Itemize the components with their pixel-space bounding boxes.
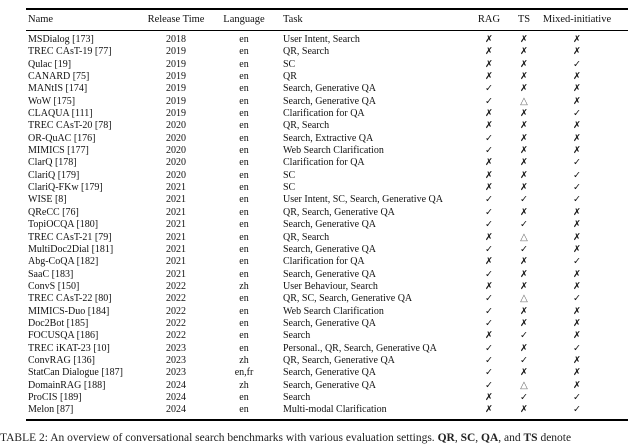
- cell-task: Web Search Clarification: [283, 305, 384, 317]
- cell-ts: ✗: [520, 34, 528, 45]
- cell-rag: ✓: [485, 354, 493, 366]
- col-header-ts: TS: [508, 9, 540, 31]
- cell-name: TopiOCQA [180]: [28, 219, 99, 231]
- cell-ts: ✗: [520, 120, 528, 132]
- cell-language: en: [239, 206, 249, 218]
- cell-language: en,fr: [234, 367, 254, 379]
- table-row: [26, 207, 628, 219]
- cell-mixed-initiative: ✗: [573, 132, 581, 144]
- cell-mixed-initiative: ✗: [573, 354, 581, 366]
- cell-rag: ✗: [470, 404, 508, 419]
- cell-release-time: 2021: [166, 256, 186, 268]
- cell-ts: ✗: [520, 305, 528, 317]
- table-row: [26, 392, 628, 404]
- cell-release-time: 2019: [166, 58, 186, 70]
- cell-task: Search, Generative QA: [283, 379, 377, 391]
- cell-release-time: 2021: [166, 231, 186, 243]
- table-row: [26, 59, 628, 71]
- cell-rag: ✓: [485, 379, 493, 391]
- caption-text: ,: [475, 432, 482, 444]
- cell-rag: ✓: [485, 293, 493, 305]
- cell-rag: ✗: [485, 71, 493, 83]
- cell-name: Melon [87]: [26, 404, 140, 419]
- table-row: [26, 46, 628, 58]
- cell-language: en: [239, 95, 249, 107]
- cell-ts: ✗: [520, 317, 528, 329]
- table-row: [26, 108, 628, 120]
- table-row: [26, 170, 628, 182]
- cell-release-time: 2019: [166, 108, 186, 120]
- table-row: [26, 31, 628, 47]
- cell-name: Abg-CoQA [182]: [28, 256, 99, 268]
- cell-mixed-initiative: ✗: [573, 367, 581, 379]
- table-row: [26, 83, 628, 95]
- cell-ts: ✗: [520, 58, 528, 70]
- cell-mixed-initiative: ✓: [573, 293, 581, 305]
- cell-rag: ✓: [485, 132, 493, 144]
- table-row: [26, 71, 628, 83]
- cell-mixed-initiative: ✓: [573, 256, 581, 268]
- cell-rag: ✗: [485, 169, 493, 181]
- cell-ts: △: [520, 379, 528, 391]
- cell-mixed-initiative: ✗: [573, 268, 581, 280]
- cell-release-time: 2022: [166, 280, 186, 292]
- cell-language: en: [239, 243, 249, 255]
- cell-ts: △: [520, 231, 528, 243]
- cell-language: en: [239, 132, 249, 144]
- col-header-task: Task: [276, 9, 470, 31]
- cell-mixed-initiative: ✗: [573, 46, 581, 58]
- cell-rag: ✗: [485, 120, 493, 132]
- cell-rag: ✓: [485, 219, 493, 231]
- cell-ts: ✓: [520, 330, 528, 342]
- cell-release-time: 2021: [166, 243, 186, 255]
- table-row: [26, 355, 628, 367]
- cell-release-time: 2019: [166, 71, 186, 83]
- cell-ts: △: [520, 293, 528, 305]
- caption-term-qr: QR: [437, 432, 455, 444]
- table-row: [26, 281, 628, 293]
- cell-language: en: [239, 145, 249, 157]
- table-row: [26, 120, 628, 132]
- cell-name: SaaC [183]: [28, 268, 74, 280]
- cell-rag: ✓: [485, 83, 493, 95]
- cell-rag: ✓: [485, 194, 493, 206]
- cell-release-time: 2020: [166, 157, 186, 169]
- table-row: [26, 343, 628, 355]
- cell-language: en: [212, 404, 276, 419]
- cell-mixed-initiative: ✓: [573, 157, 581, 169]
- cell-mixed-initiative: ✗: [573, 305, 581, 317]
- cell-language: zh: [239, 354, 249, 366]
- cell-rag: ✗: [485, 280, 493, 292]
- cell-ts: ✗: [520, 145, 528, 157]
- cell-name: ClariQ-FKw [179]: [28, 182, 103, 194]
- cell-release-time: 2021: [166, 206, 186, 218]
- cell-task: User Intent, Search: [283, 34, 360, 45]
- cell-language: en: [239, 317, 249, 329]
- cell-mixed-initiative: ✓: [573, 342, 581, 354]
- cell-ts: ✗: [520, 256, 528, 268]
- cell-release-time: 2020: [166, 145, 186, 157]
- cell-rag: ✗: [485, 157, 493, 169]
- cell-mixed-initiative: ✓: [573, 108, 581, 120]
- cell-mixed-initiative: ✗: [573, 330, 581, 342]
- cell-language: en: [239, 391, 249, 403]
- caption-term-ts: TS: [523, 432, 538, 444]
- cell-name: MSDialog [173]: [28, 34, 94, 45]
- cell-release-time: 2021: [166, 268, 186, 280]
- cell-rag: ✗: [485, 231, 493, 243]
- cell-task: SC: [283, 58, 296, 70]
- cell-language: en: [239, 108, 249, 120]
- cell-mixed-initiative: ✗: [573, 206, 581, 218]
- cell-language: en: [239, 330, 249, 342]
- cell-language: en: [239, 169, 249, 181]
- caption-text: ,: [454, 432, 461, 444]
- cell-rag: ✗: [485, 58, 493, 70]
- cell-name: ConvS [150]: [28, 280, 80, 292]
- col-header-rag: RAG: [470, 9, 508, 31]
- cell-mixed-initiative: ✗: [573, 71, 581, 83]
- cell-name: Doc2Bot [185]: [28, 317, 89, 329]
- cell-release-time: 2019: [166, 46, 186, 58]
- cell-task: Multi-modal Clarification: [276, 404, 470, 419]
- table-row: [26, 96, 628, 108]
- table-row: [26, 330, 628, 342]
- cell-release-time: 2023: [166, 367, 186, 379]
- table-row: [26, 367, 628, 379]
- cell-language: en: [239, 305, 249, 317]
- cell-release-time: 2022: [166, 317, 186, 329]
- cell-task: Clarification for QA: [283, 108, 365, 120]
- cell-ts: ✗: [520, 108, 528, 120]
- cell-mixed-initiative: ✗: [573, 243, 581, 255]
- cell-task: User Behaviour, Search: [283, 280, 378, 292]
- table-row: [26, 194, 628, 206]
- cell-name: ProCIS [189]: [28, 391, 82, 403]
- cell-task: Personal., QR, Search, Generative QA: [283, 342, 437, 354]
- table-row: [26, 219, 628, 231]
- table-row: [26, 244, 628, 256]
- cell-ts: ✗: [520, 182, 528, 194]
- table-row: [26, 269, 628, 281]
- cell-mixed-initiative: ✗: [573, 95, 581, 107]
- cell-ts: ✗: [520, 342, 528, 354]
- cell-name: Qulac [19]: [28, 58, 72, 70]
- cell-mixed-initiative: ✗: [573, 231, 581, 243]
- cell-release-time: 2023: [166, 354, 186, 366]
- cell-task: Search, Extractive QA: [283, 132, 374, 144]
- cell-rag: ✓: [485, 243, 493, 255]
- cell-rag: ✓: [485, 305, 493, 317]
- cell-ts: ✗: [520, 367, 528, 379]
- cell-ts: ✓: [520, 391, 528, 403]
- table-row: [26, 318, 628, 330]
- cell-rag: ✗: [485, 391, 493, 403]
- cell-ts: ✗: [520, 157, 528, 169]
- cell-rag: ✓: [485, 268, 493, 280]
- table-row: [26, 256, 628, 268]
- cell-task: Clarification for QA: [283, 157, 365, 169]
- cell-name: WoW [175]: [28, 95, 76, 107]
- cell-name: ConvRAG [136]: [28, 354, 95, 366]
- cell-release-time: 2022: [166, 330, 186, 342]
- cell-language: en: [239, 231, 249, 243]
- cell-ts: ✓: [520, 194, 528, 206]
- cell-task: Search, Generative QA: [283, 317, 377, 329]
- cell-release-time: 2022: [166, 305, 186, 317]
- cell-ts: ✗: [520, 206, 528, 218]
- cell-rag: ✗: [485, 256, 493, 268]
- cell-rag: ✓: [485, 145, 493, 157]
- cell-mixed-initiative: ✗: [573, 83, 581, 95]
- cell-release-time: 2024: [140, 404, 212, 419]
- cell-ts: ✓: [520, 243, 528, 255]
- cell-release-time: 2019: [166, 83, 186, 95]
- cell-release-time: 2020: [166, 120, 186, 132]
- cell-release-time: 2020: [166, 132, 186, 144]
- cell-task: QR: [283, 71, 297, 83]
- cell-task: Search, Generative QA: [283, 243, 377, 255]
- cell-release-time: 2024: [166, 379, 186, 391]
- cell-ts: ✗: [520, 132, 528, 144]
- cell-language: en: [239, 293, 249, 305]
- cell-task: QR, Search: [283, 46, 330, 58]
- cell-task: Search: [283, 330, 311, 342]
- table-row: [26, 293, 628, 305]
- cell-mixed-initiative: ✗: [573, 120, 581, 132]
- cell-release-time: 2021: [166, 182, 186, 194]
- cell-language: en: [239, 182, 249, 194]
- cell-rag: ✓: [485, 342, 493, 354]
- col-header-mixed-initiative: Mixed-initiative: [540, 9, 628, 31]
- cell-name: StatCan Dialogue [187]: [28, 367, 123, 379]
- cell-rag: ✗: [485, 330, 493, 342]
- cell-language: en: [239, 194, 249, 206]
- cell-release-time: 2024: [166, 391, 186, 403]
- cell-name: CANARD [75]: [28, 71, 90, 83]
- cell-task: SC: [283, 169, 296, 181]
- cell-name: MultiDoc2Dial [181]: [28, 243, 114, 255]
- table-row: [26, 133, 628, 145]
- benchmark-table-container: [26, 8, 628, 421]
- cell-rag: ✗: [485, 46, 493, 58]
- cell-release-time: 2023: [166, 342, 186, 354]
- caption-term-sc: SC: [460, 432, 476, 444]
- table-row: [26, 380, 628, 392]
- cell-name: WISE [8]: [28, 194, 67, 206]
- cell-language: en: [239, 58, 249, 70]
- cell-mixed-initiative: ✗: [573, 317, 581, 329]
- table-row: [26, 232, 628, 244]
- cell-task: Search: [283, 391, 311, 403]
- cell-ts: △: [520, 95, 528, 107]
- cell-ts: ✗: [508, 404, 540, 419]
- cell-task: Web Search Clarification: [283, 145, 384, 157]
- cell-ts: ✗: [520, 71, 528, 83]
- caption-text: denote: [537, 432, 572, 444]
- cell-language: en: [239, 219, 249, 231]
- cell-mixed-initiative: ✗: [573, 280, 581, 292]
- cell-language: en: [239, 120, 249, 132]
- table-caption: [0, 431, 640, 446]
- cell-release-time: 2022: [166, 293, 186, 305]
- cell-mixed-initiative: ✓: [573, 169, 581, 181]
- cell-task: User Intent, SC, Search, Generative QA: [283, 194, 443, 206]
- cell-mixed-initiative: ✗: [573, 379, 581, 391]
- cell-language: en: [239, 157, 249, 169]
- cell-task: Search, Generative QA: [283, 268, 377, 280]
- cell-mixed-initiative: ✓: [573, 194, 581, 206]
- cell-language: en: [239, 256, 249, 268]
- cell-task: Clarification for QA: [283, 256, 365, 268]
- cell-mixed-initiative: ✓: [540, 404, 628, 419]
- cell-mixed-initiative: ✗: [573, 34, 581, 45]
- cell-language: en: [239, 83, 249, 95]
- col-header-release-time: Release Time: [140, 9, 212, 31]
- cell-name: MANtIS [174]: [28, 83, 88, 95]
- cell-release-time: 2019: [166, 95, 186, 107]
- cell-rag: ✗: [485, 108, 493, 120]
- cell-name: ClariQ [179]: [28, 169, 80, 181]
- cell-release-time: 2018: [166, 34, 186, 45]
- cell-task: QR, SC, Search, Generative QA: [283, 293, 413, 305]
- cell-task: Search, Generative QA: [283, 367, 377, 379]
- cell-name: FOCUSQA [186]: [28, 330, 99, 342]
- cell-ts: ✓: [520, 354, 528, 366]
- cell-rag: ✗: [485, 34, 493, 45]
- cell-rag: ✓: [485, 206, 493, 218]
- table-body: [26, 31, 628, 420]
- cell-name: ClarQ [178]: [28, 157, 77, 169]
- cell-name: TREC CAsT-21 [79]: [28, 231, 112, 243]
- cell-task: QR, Search: [283, 120, 330, 132]
- cell-language: en: [239, 46, 249, 58]
- cell-language: en: [239, 268, 249, 280]
- cell-task: QR, Search, Generative QA: [283, 206, 395, 218]
- cell-mixed-initiative: ✗: [573, 145, 581, 157]
- benchmark-table: [26, 8, 628, 421]
- cell-name: DomainRAG [188]: [28, 379, 106, 391]
- table-row: [26, 404, 628, 419]
- cell-task: QR, Search, Generative QA: [283, 354, 395, 366]
- cell-language: en: [239, 34, 249, 45]
- caption-term-qa: QA: [481, 432, 499, 444]
- cell-ts: ✗: [520, 83, 528, 95]
- cell-language: en: [239, 342, 249, 354]
- cell-rag: ✓: [485, 317, 493, 329]
- cell-name: MIMICS-Duo [184]: [28, 305, 110, 317]
- cell-language: zh: [239, 379, 249, 391]
- header-row: [26, 9, 628, 31]
- cell-release-time: 2021: [166, 194, 186, 206]
- cell-name: MIMICS [177]: [28, 145, 89, 157]
- cell-task: SC: [283, 182, 296, 194]
- col-header-name: Name: [26, 9, 140, 31]
- table-row: [26, 157, 628, 169]
- caption-text: TABLE 2: An overview of conversational search benchmarks with various evaluation settings.: [0, 432, 438, 444]
- cell-name: TREC CAsT-20 [78]: [28, 120, 112, 132]
- cell-ts: ✗: [520, 268, 528, 280]
- cell-task: Search, Generative QA: [283, 95, 377, 107]
- table-row: [26, 182, 628, 194]
- cell-release-time: 2020: [166, 169, 186, 181]
- cell-name: TREC iKAT-23 [10]: [28, 342, 110, 354]
- cell-rag: ✗: [485, 182, 493, 194]
- cell-rag: ✓: [485, 367, 493, 379]
- cell-ts: ✗: [520, 280, 528, 292]
- caption-text: , and: [498, 432, 524, 444]
- cell-name: QReCC [76]: [28, 206, 79, 218]
- col-header-language: Language: [212, 9, 276, 31]
- table-row: [26, 145, 628, 157]
- cell-name: TREC CAsT-19 [77]: [28, 46, 112, 58]
- table-head: [26, 9, 628, 31]
- cell-task: QR, Search: [283, 231, 330, 243]
- cell-rag: ✓: [485, 95, 493, 107]
- table-row: [26, 306, 628, 318]
- cell-task: Search, Generative QA: [283, 83, 377, 95]
- cell-task: Search, Generative QA: [283, 219, 377, 231]
- cell-mixed-initiative: ✓: [573, 391, 581, 403]
- cell-ts: ✗: [520, 169, 528, 181]
- cell-ts: ✓: [520, 219, 528, 231]
- cell-mixed-initiative: ✓: [573, 58, 581, 70]
- cell-release-time: 2021: [166, 219, 186, 231]
- cell-name: OR-QuAC [176]: [28, 132, 96, 144]
- cell-language: en: [239, 71, 249, 83]
- cell-name: TREC CAsT-22 [80]: [28, 293, 112, 305]
- cell-language: zh: [239, 280, 249, 292]
- cell-name: CLAQUA [111]: [28, 108, 93, 120]
- cell-mixed-initiative: ✓: [573, 182, 581, 194]
- cell-mixed-initiative: ✗: [573, 219, 581, 231]
- cell-ts: ✗: [520, 46, 528, 58]
